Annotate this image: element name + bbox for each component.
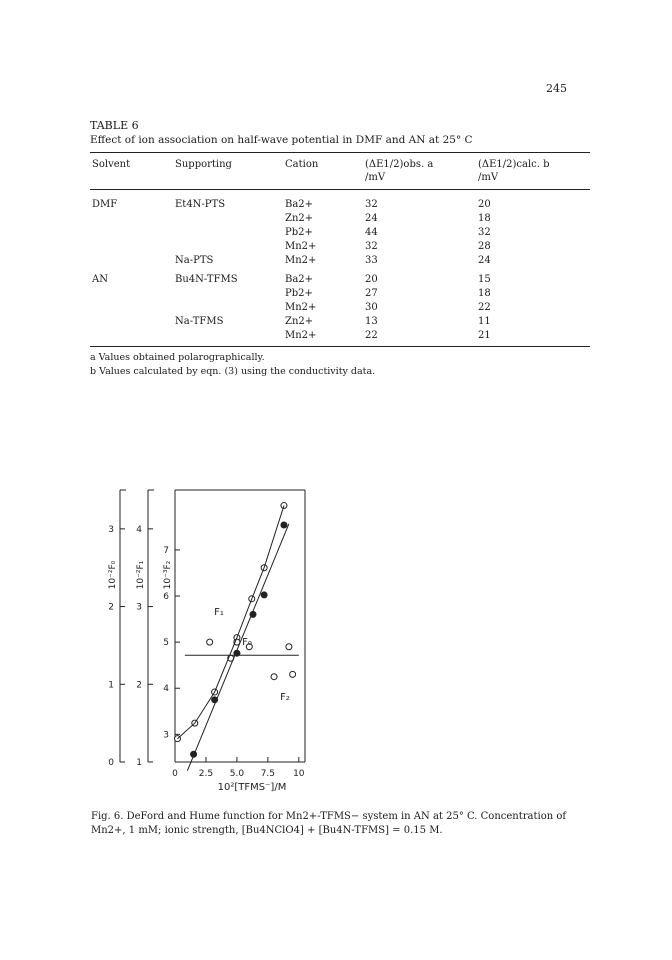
header-supporting: Supporting (175, 159, 232, 170)
y-tick-label-2: 7 (163, 545, 169, 556)
cell-obs: 32 (365, 241, 378, 252)
cell-calc: 22 (478, 302, 491, 313)
y-tick-label-0: 3 (108, 524, 114, 535)
cell-obs: 27 (365, 288, 378, 299)
cell-obs: 22 (365, 330, 378, 341)
y-tick-label-2: 5 (163, 638, 169, 649)
y-tick-label-0: 0 (108, 758, 114, 768)
cell-electrolyte: Na-TFMS (175, 316, 224, 327)
y-tick-label-0: 1 (108, 680, 114, 691)
header-solvent: Solvent (92, 159, 131, 170)
y-tick-label-2: 3 (163, 730, 169, 741)
cell-calc: 15 (478, 274, 491, 285)
label-F0: F₀ (242, 637, 252, 648)
cell-obs: 30 (365, 302, 378, 313)
y-tick-label-1: 1 (136, 758, 142, 768)
cell-cation: Ba2+ (285, 274, 314, 285)
x-tick-label: 7.5 (260, 769, 276, 779)
cell-cation: Pb2+ (285, 288, 313, 299)
y-axis-label-1: 10⁻²F₁ (136, 560, 146, 590)
cell-cation: Mn2+ (285, 330, 317, 341)
figure-caption: Fig. 6. DeFord and Hume function for Mn2+-TFMS− system in AN at 25° C. Concentration of Mn2+, 1 mM; ionic strength, [Bu4NClO4] + [Bu4N-TFMS] = 0.15 M. (91, 811, 567, 836)
cell-obs: 32 (365, 199, 378, 210)
x-tick-label: 10 (293, 769, 305, 779)
y-tick-label-1: 2 (136, 680, 142, 691)
y-tick-label-1: 4 (136, 524, 142, 535)
cell-obs: 44 (365, 227, 378, 238)
cell-cation: Pb2+ (285, 227, 313, 238)
table-caption: Effect of ion association on half-wave potential in DMF and AN at 25° C (90, 134, 473, 146)
y-axis-label-0: 10⁻²F₀ (108, 560, 118, 590)
cell-electrolyte: Et4N-PTS (175, 199, 226, 210)
label-F1: F₁ (214, 607, 224, 618)
cell-calc: 18 (478, 213, 491, 224)
x-axis-label: 10²[TFMS⁻]/M (217, 782, 287, 793)
cell-electrolyte: Bu4N-TFMS (175, 274, 238, 285)
data-point-F (286, 644, 292, 650)
cell-cation: Mn2+ (285, 255, 317, 266)
footnote-a: a Values obtained polarographically. (90, 352, 265, 363)
line-F1 (187, 524, 289, 771)
label-F2: F₂ (280, 692, 290, 703)
y-tick-label-0: 2 (108, 602, 114, 613)
header-cation: Cation (285, 159, 319, 170)
header-obs-unit: /mV (365, 172, 386, 183)
data-point-F (261, 592, 267, 598)
cell-calc: 20 (478, 199, 491, 210)
y-tick-label-2: 6 (163, 592, 169, 603)
y-tick-label-2: 4 (163, 684, 169, 695)
curve-F0 (178, 506, 285, 739)
cell-cation: Mn2+ (285, 302, 317, 313)
y-axis-label-2: 10⁻³F₂ (163, 560, 173, 590)
cell-cation: Zn2+ (285, 213, 314, 224)
x-tick-label: 0 (172, 769, 178, 779)
cell-calc: 32 (478, 227, 491, 238)
data-point-F (271, 674, 277, 680)
data-point-F (281, 522, 287, 528)
header-obs: (ΔE1/2)obs. a (365, 159, 434, 170)
cell-solvent: AN (92, 274, 108, 285)
page-number: 245 (546, 82, 567, 95)
cell-cation: Ba2+ (285, 199, 314, 210)
cell-electrolyte: Na-PTS (175, 255, 214, 266)
data-point-F (207, 639, 213, 645)
x-tick-label: 2.5 (198, 769, 214, 779)
x-tick-label: 5.0 (229, 769, 245, 779)
cell-obs: 24 (365, 213, 378, 224)
footnote-b: b Values calculated by eqn. (3) using the conductivity data. (90, 366, 376, 377)
cell-solvent: DMF (92, 199, 118, 210)
header-calc: (ΔE1/2)calc. b (478, 159, 550, 170)
cell-cation: Mn2+ (285, 241, 317, 252)
cell-calc: 18 (478, 288, 491, 299)
cell-calc: 21 (478, 330, 491, 341)
cell-cation: Zn2+ (285, 316, 314, 327)
cell-obs: 13 (365, 316, 378, 327)
cell-calc: 24 (478, 255, 491, 266)
y-tick-label-1: 3 (136, 602, 142, 613)
header-calc-unit: /mV (478, 172, 499, 183)
cell-obs: 20 (365, 274, 378, 285)
data-point-F (290, 671, 296, 677)
table-title: TABLE 6 (90, 119, 139, 132)
cell-calc: 28 (478, 241, 491, 252)
cell-calc: 11 (478, 316, 491, 327)
cell-obs: 33 (365, 255, 378, 266)
